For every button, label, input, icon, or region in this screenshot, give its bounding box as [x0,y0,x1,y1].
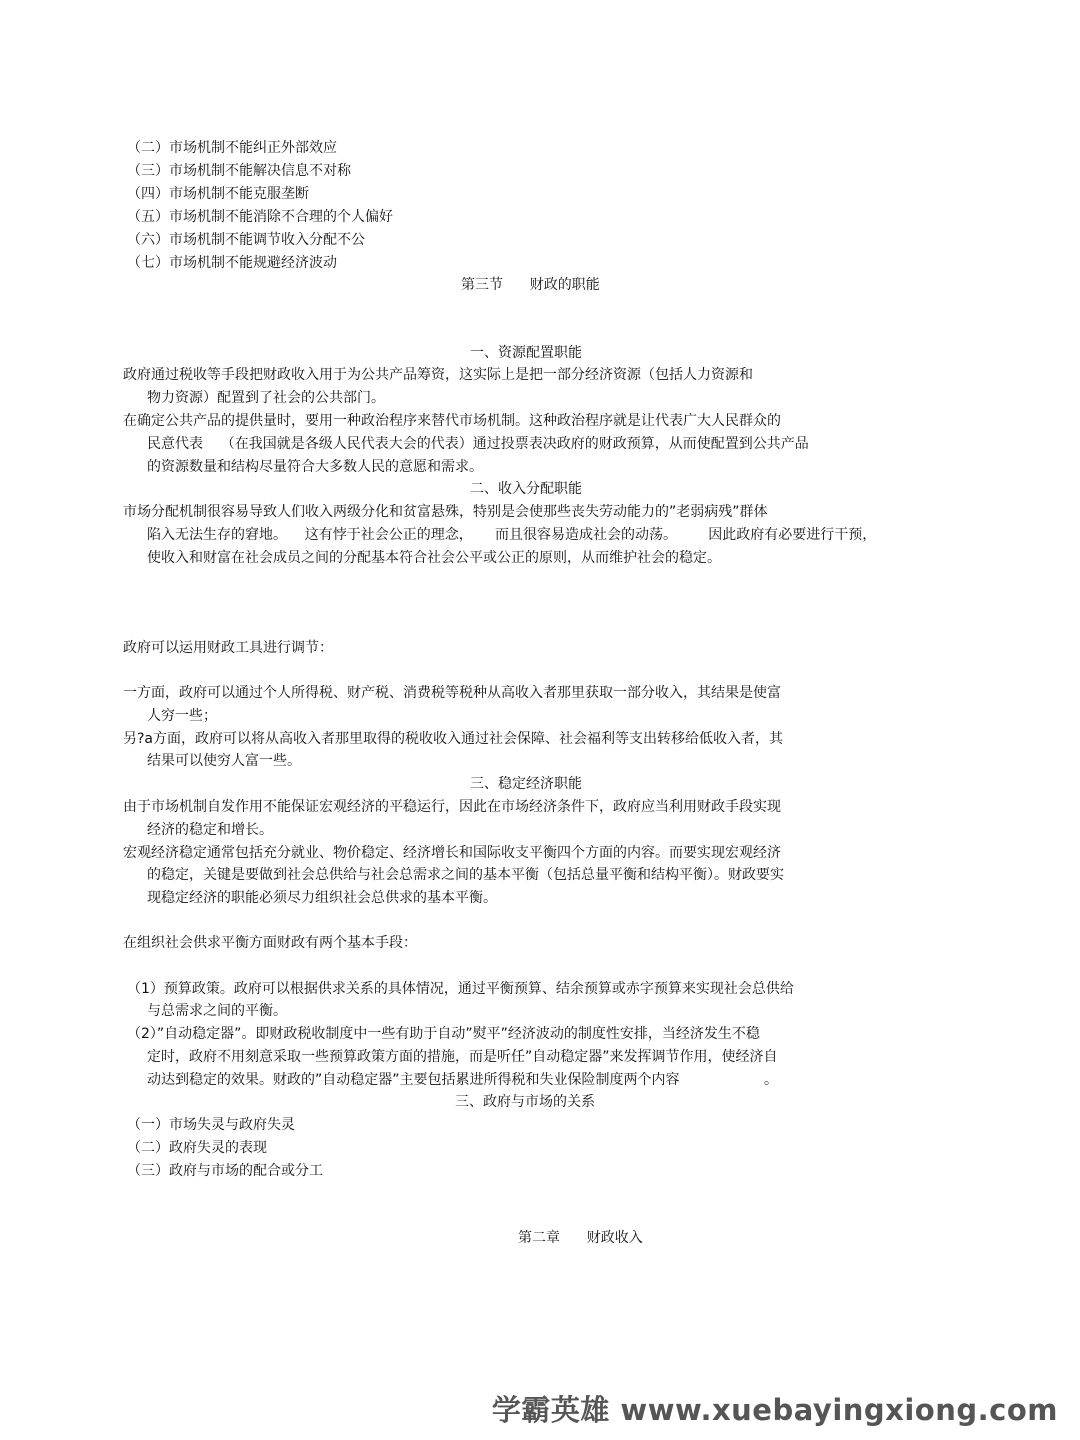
text-line: （四）市场机制不能克服垄断 [127,186,309,202]
text-line: 与总需求之间的平衡。 [147,1003,287,1019]
text-line: （二）政府失灵的表现 [127,1140,267,1156]
text-line: 政府可以运用财政工具进行调节： [123,640,333,656]
text-line: 定时，政府不用刻意采取一些预算政策方面的措施，而是听任”自动稳定器”来发挥调节作用，使经济自 [147,1049,778,1065]
text-line: 民意代表 （在我国就是各级人民代表大会的代表）通过投票表决政府的财政预算，从而使配置到公共产品 [147,436,809,452]
text-line: （六）市场机制不能调节收入分配不公 [127,232,365,248]
text-line: 宏观经济稳定通常包括充分就业、物价稳定、经济增长和国际收支平衡四个方面的内容。而要实现宏观经济 [123,845,781,861]
text-line: 一方面，政府可以通过个人所得税、财产税、消费税等税种从高收入者那里获取一部分收入，其结果是使富 [123,685,781,701]
chapter-heading: 第二章 财政收入 [518,1230,643,1246]
text-line: （2）”自动稳定器”。即财政税收制度中一些有助于自动”熨平”经济波动的制度性安排，当经济发生不稳 [127,1026,760,1042]
text-line: 现稳定经济的职能必须尽力组织社会总供求的基本平衡。 [147,890,497,906]
text-line: 另?a方面，政府可以将从高收入者那里取得的税收收入通过社会保障、社会福利等支出转移给低收入者，其 [123,731,784,747]
text-line: 由于市场机制自发作用不能保证宏观经济的平稳运行，因此在市场经济条件下，政府应当利用财政手段实现 [123,799,781,815]
text-line: （二）市场机制不能纠正外部效应 [127,140,337,156]
text-line: （三）市场机制不能解决信息不对称 [127,163,351,179]
text-line: （1）预算政策。政府可以根据供求关系的具体情况，通过平衡预算、结余预算或赤字预算来实现社会总供给 [127,981,794,997]
text-line: （七）市场机制不能规避经济波动 [127,255,337,271]
text-line: 结果可以使穷人富一些。 [147,753,301,769]
text-line: 人穷一些； [147,708,217,724]
text-line: 动达到稳定的效果。财政的”自动稳定器”主要包括累进所得税和失业保险制度两个内容 。 [147,1072,779,1088]
text-line: 市场分配机制很容易导致人们收入两级分化和贫富悬殊，特别是会使那些丧失劳动能力的”老弱病残”群体 [123,504,768,520]
text-line: 经济的稳定和增长。 [147,822,273,838]
text-line: 陷入无法生存的窘地。 这有悖于社会公正的理念， 而且很容易造成社会的动荡。 因此政府有必要进行干预， [147,527,877,543]
text-line: 在组织社会供求平衡方面财政有两个基本手段： [123,935,417,951]
section-heading: 第三节 财政的职能 [461,277,600,293]
subsection-heading: 二、收入分配职能 [470,481,582,497]
subsection-heading: 三、稳定经济职能 [470,776,582,792]
text-line: 的稳定，关键是要做到社会总供给与社会总需求之间的基本平衡（包括总量平衡和结构平衡）。财政要实 [147,867,784,883]
site-watermark: 学霸英雄 www.xuebayingxiong.com [491,1393,1058,1427]
text-line: （一）市场失灵与政府失灵 [127,1117,295,1133]
text-line: 使收入和财富在社会成员之间的分配基本符合社会公平或公正的原则，从而维护社会的稳定。 [147,550,721,566]
text-line: （五）市场机制不能消除不合理的个人偏好 [127,209,393,225]
text-line: 政府通过税收等手段把财政收入用于为公共产品筹资，这实际上是把一部分经济资源（包括人力资源和 [123,367,753,383]
text-line: 在确定公共产品的提供量时，要用一种政治程序来替代市场机制。这种政治程序就是让代表广大人民群众的 [123,413,781,429]
subsection-heading: 三、政府与市场的关系 [455,1094,595,1110]
text-line: （三）政府与市场的配合或分工 [127,1163,323,1179]
text-line: 的资源数量和结构尽量符合大多数人民的意愿和需求。 [147,459,483,475]
subsection-heading: 一、资源配置职能 [470,345,582,361]
text-line: 物力资源）配置到了社会的公共部门。 [147,390,385,406]
